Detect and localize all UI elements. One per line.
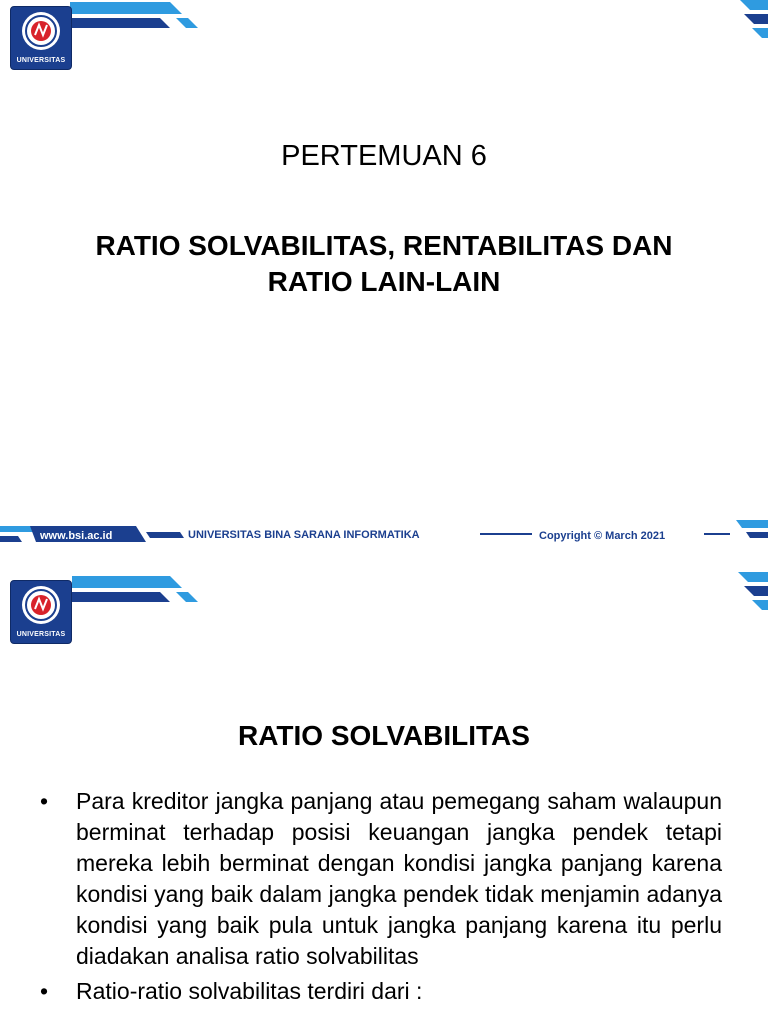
bullet-list [40, 786, 722, 1007]
header-stripes [0, 546, 768, 636]
university-logo [10, 580, 72, 644]
footer-university: UNIVERSITAS BINA SARANA INFORMATIKA [188, 529, 420, 541]
footer-url[interactable]: www.bsi.ac.id [40, 530, 113, 542]
logo-label: UNIVERSITAS [16, 631, 66, 638]
list-item [40, 976, 722, 1007]
bullet-icon: • [40, 978, 49, 1004]
slide-title-line-1: RATIO SOLVABILITAS, RENTABILITAS DAN [95, 230, 673, 261]
bullet-icon: • [40, 788, 49, 814]
bsi-emblem-icon [21, 585, 61, 625]
section-title: RATIO SOLVABILITAS [238, 720, 530, 751]
logo-label: UNIVERSITAS [16, 57, 66, 64]
slide-title [20, 228, 748, 300]
university-logo [10, 6, 72, 70]
footer-copyright: Copyright © March 2021 [539, 530, 666, 542]
slide-title-line-2: RATIO LAIN-LAIN [267, 266, 501, 297]
bsi-emblem-icon [21, 11, 61, 51]
slide-2 [0, 546, 768, 1024]
header-stripes [0, 0, 768, 60]
list-item [40, 786, 722, 972]
meeting-heading: PERTEMUAN 6 [281, 140, 487, 172]
bullet-text: Ratio-ratio solvabilitas terdiri dari : [76, 978, 423, 1004]
bullet-text: Para kreditor jangka panjang atau pemegang saham walaupun berminat terhadap posisi keuangan jangka pendek tetapi mereka lebih berminat dengan kondisi jangka panjang karena kondisi yang baik dalam jangka pendek tidak menjamin adanya kondisi yang baik pula untuk jangka panjang karena itu perlu diadakan analisa ratio solvabilitas [76, 788, 722, 969]
